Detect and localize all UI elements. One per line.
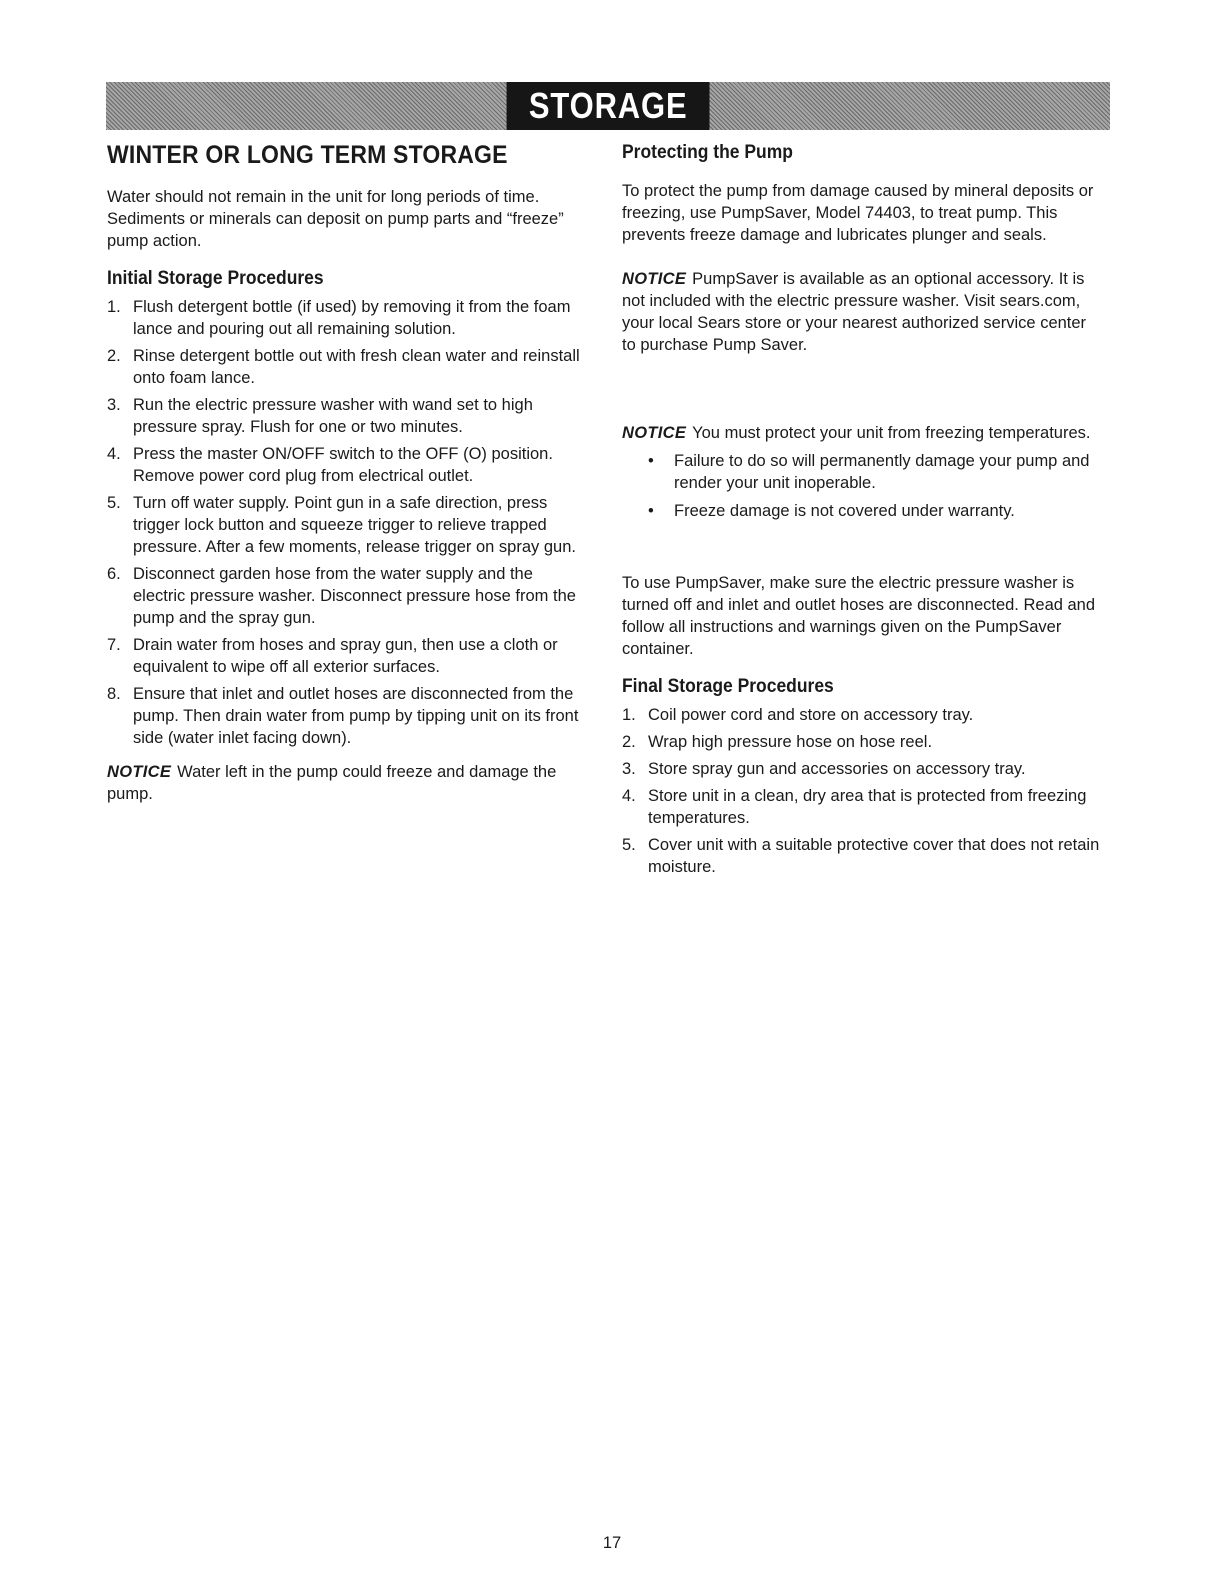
bullet-item	[622, 450, 1102, 494]
list-number: 4.	[107, 445, 121, 463]
list-item	[622, 834, 1102, 878]
bullet-text: Failure to do so will permanently damage your pump and render your unit inoperable.	[674, 452, 1090, 492]
left-column	[107, 138, 587, 819]
list-text: Cover unit with a suitable protective cover that does not retain moisture.	[648, 836, 1100, 876]
list-number: 2.	[622, 733, 636, 751]
list-number: 6.	[107, 565, 121, 583]
final-storage-list	[622, 704, 1102, 878]
list-number: 1.	[107, 298, 121, 316]
list-item	[622, 704, 1102, 726]
list-number: 1.	[622, 706, 636, 724]
notice-text: Water left in the pump could freeze and damage the pump.	[107, 763, 557, 803]
right-column	[622, 138, 1102, 890]
list-text: Press the master ON/OFF switch to the OFF (O) position. Remove power cord plug from electrical outlet.	[133, 445, 553, 485]
notice-label: NOTICE	[622, 424, 687, 442]
list-number: 5.	[107, 494, 121, 512]
list-text: Ensure that inlet and outlet hoses are disconnected from the pump. Then drain water from pump by tipping unit on its front side (water inlet facing down).	[133, 685, 579, 747]
list-text: Rinse detergent bottle out with fresh clean water and reinstall onto foam lance.	[133, 347, 580, 387]
list-text: Store spray gun and accessories on accessory tray.	[648, 760, 1026, 778]
protecting-pump-text: To protect the pump from damage caused by mineral deposits or freezing, use PumpSaver, Model 74403, to treat pump. This prevents freeze damage and lubricates plunger and seals.	[622, 182, 1094, 244]
initial-storage-title: Initial Storage Procedures	[107, 268, 324, 289]
list-number: 7.	[107, 636, 121, 654]
list-item	[107, 296, 587, 340]
notice-text: You must protect your unit from freezing temperatures.	[692, 424, 1091, 442]
list-number: 3.	[107, 396, 121, 414]
list-text: Run the electric pressure washer with wand set to high pressure spray. Flush for one or two minutes.	[133, 396, 533, 436]
page-number: 17	[602, 1534, 622, 1552]
protecting-pump-title: Protecting the Pump	[622, 142, 793, 163]
banner-title: STORAGE	[506, 82, 709, 130]
list-text: Disconnect garden hose from the water supply and the electric pressure washer. Disconnect pressure hose from the pump and the spray gun.	[133, 565, 576, 627]
freezing-bullet-list	[622, 450, 1102, 522]
list-item	[107, 345, 587, 389]
notice-water-left	[107, 761, 587, 805]
winter-storage-title: WINTER OR LONG TERM STORAGE	[107, 141, 508, 169]
bullet-text: Freeze damage is not covered under warranty.	[674, 502, 1015, 520]
list-item	[107, 492, 587, 558]
list-number: 2.	[107, 347, 121, 365]
list-text: Wrap high pressure hose on hose reel.	[648, 733, 933, 751]
list-text: Coil power cord and store on accessory tray.	[648, 706, 974, 724]
list-text: Flush detergent bottle (if used) by removing it from the foam lance and pouring out all remaining solution.	[133, 298, 571, 338]
list-item	[107, 394, 587, 438]
winter-storage-intro: Water should not remain in the unit for long periods of time. Sediments or minerals can deposit on pump parts and “freeze” pump action.	[107, 188, 564, 250]
list-item	[107, 443, 587, 487]
list-item	[107, 683, 587, 749]
bullet-icon: •	[648, 452, 654, 470]
notice-freezing	[622, 422, 1102, 444]
final-storage-title: Final Storage Procedures	[622, 676, 834, 697]
initial-storage-list	[107, 296, 587, 749]
notice-pumpsaver-accessory	[622, 268, 1102, 356]
list-text: Store unit in a clean, dry area that is protected from freezing temperatures.	[648, 787, 1087, 827]
notice-label: NOTICE	[622, 270, 687, 288]
list-item	[622, 785, 1102, 829]
pumpsaver-usage-text: To use PumpSaver, make sure the electric pressure washer is turned off and inlet and outlet hoses are disconnected. Read and follow all instructions and warnings given on the PumpSaver container.	[622, 574, 1096, 658]
list-item	[622, 731, 1102, 753]
list-item	[107, 634, 587, 678]
notice-label: NOTICE	[107, 763, 172, 781]
list-number: 4.	[622, 787, 636, 805]
section-banner	[106, 82, 1110, 130]
list-number: 5.	[622, 836, 636, 854]
list-item	[622, 758, 1102, 780]
notice-text: PumpSaver is available as an optional accessory. It is not included with the electric pressure washer. Visit sears.com, your local Sears store or your nearest authorized service center to purchase Pump Saver.	[622, 270, 1087, 354]
list-number: 3.	[622, 760, 636, 778]
list-number: 8.	[107, 685, 121, 703]
list-text: Drain water from hoses and spray gun, then use a cloth or equivalent to wipe off all exterior surfaces.	[133, 636, 558, 676]
bullet-item	[622, 500, 1102, 522]
list-text: Turn off water supply. Point gun in a safe direction, press trigger lock button and squeeze trigger to relieve trapped pressure. After a few moments, release trigger on spray gun.	[133, 494, 576, 556]
list-item	[107, 563, 587, 629]
bullet-icon: •	[648, 502, 654, 520]
